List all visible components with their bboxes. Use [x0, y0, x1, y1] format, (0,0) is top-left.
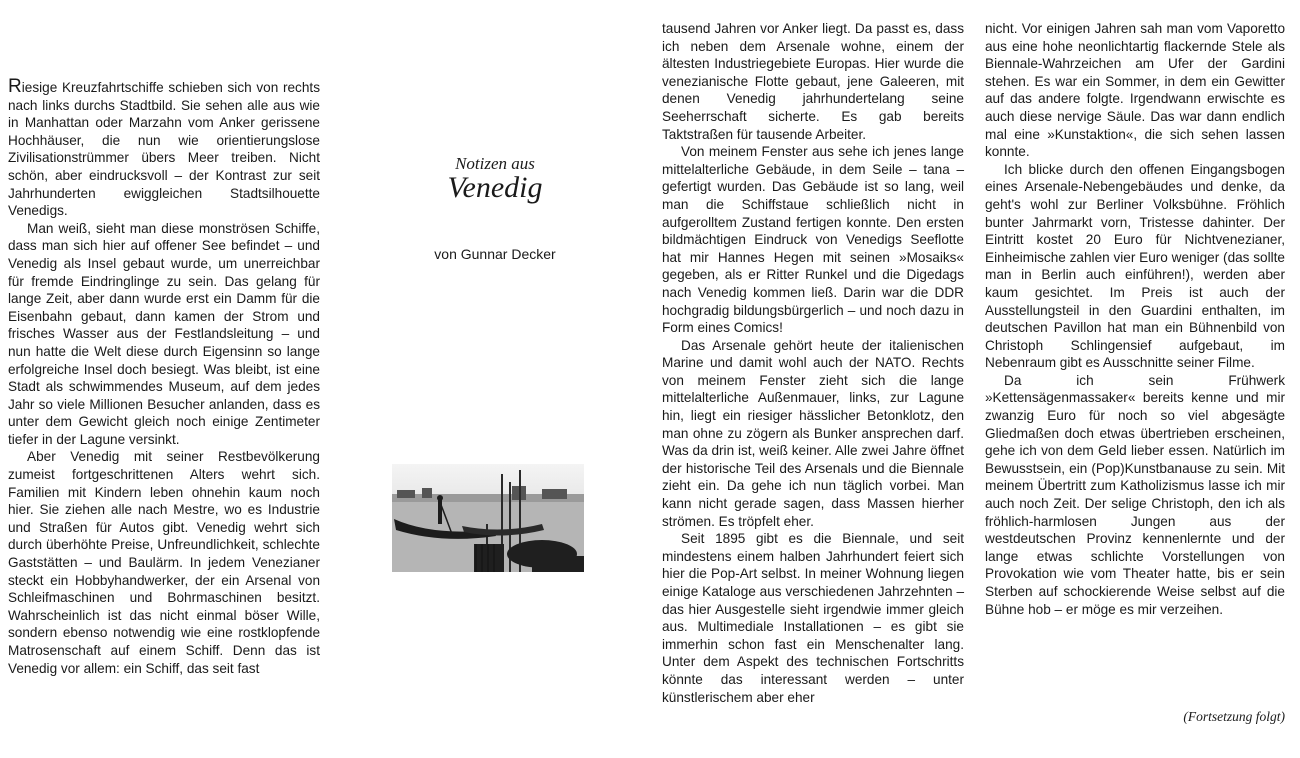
paragraph: Das Arsenale gehört heute der italienischen Marine und damit wohl auch der NATO. Rechts von meinem Fenster zieht sich die lange mittelalterliche Außenmauer, links, zur Lagune hin, liegt ein riesiger hässlicher Betonklotz, den man ohne zu zögern als Bunker ansprechen darf. Was da drin ist, weiß keiner. Alle zwei Jahre öffnet der historische Teil des Arsenals und die Biennale zieht ein. Da gehe ich nun täglich vorbei. Man kann nicht gerade sagen, dass Massen hierher strömen. Es tröpfelt eher.: [662, 337, 964, 529]
title-main: Venedig: [447, 171, 543, 204]
paragraph: nicht. Vor einigen Jahren sah man vom Vaporetto aus eine hohe neonlichtartig flackernde Stele als Biennale-Wahrzeichen am Ufer der Gardini stehen. Es war ein Sommer, in dem ein Gewitter auf das andere folgte. Irgendwann erwischte es auch diese nervige Säule. Das war dann endlich mal eine »Kunstaktion«, die sich sehen lassen konnte.: [985, 21, 1285, 160]
paragraph: Man weiß, sieht man diese monströsen Schiffe, dass man sich hier auf offener See befindet – und Venedig als Insel gebaut wurde, um unerreichbar für fremde Eindringlinge zu sein. Das gelang für lange Zeit, aber dann wurde erst ein Damm für die Eisenbahn gebaut, dann kamen der Strom und frisches Wasser aus der Festlandsleitung – und nun hatte die Welt diese durch Eigensinn so lange erfolgreiche Insel doch besiegt. Was bleibt, ist eine Stadt als schwimmendes Museum, auf dem jedes Jahr so viele Millionen Besucher anlanden, dass es unter dem Gewicht gleich noch einige Zentimeter tiefer in der Lagune versinkt.: [8, 220, 320, 447]
article-title: [395, 155, 595, 203]
article-column-2: [662, 20, 964, 706]
paragraph: tausend Jahren vor Anker liegt. Da passt es, dass ich neben dem Arsenale wohne, einem der ältesten Industriegebiete Europas. Hier wurde die venezianische Flotte gebaut, jene Galeeren, mit denen Venedig jahrhundertelang seine Seeherrschaft sicherte. Es gab bereits Taktstraßen für tausende Arbeiter.: [662, 21, 964, 142]
paragraph-text: iesige Kreuzfahrtschiffe schieben sich von rechts nach links durchs Stadtbild. Sie sehen alle aus wie in Manhattan oder Marzahn vom Anker gerissene Hochhäuser, die nun wie orientierungslose Zivilisationstrümmer übers Meer treiben. Nicht schön, aber eindrucksvoll – der Kontrast zur seit Jahrhunderten ewiggleichen Stadtsilhouette Venedigs.: [8, 80, 320, 219]
paragraph: [8, 78, 320, 220]
article-column-3: [985, 20, 1285, 618]
continued-note: (Fortsetzung folgt): [1183, 709, 1285, 724]
paragraph: Von meinem Fenster aus sehe ich jenes lange mittelalterliche Gebäude, in dem Seile – tana – gefertigt wurden. Das Gebäude ist so lang, weil man die Schiffstaue schließlich nicht in aufgerolltem Zustand fertigen konnte. Den ersten bildmächtigen Eindruck von Venedigs Seeflotte hat mir Hannes Hegen mit seinen »Mosaiks« gegeben, als er Ritter Runkel und die Digedags nach Venedig kommen ließ. Darin war die DDR hochgradig bildungsbürgerlich – und noch dazu in Form eines Comics!: [662, 144, 964, 336]
photo-illustration: [392, 464, 584, 572]
paragraph: Da ich sein Frühwerk »Kettensägenmassaker« bereits kenne und mir zwanzig Euro für noch so viel abgesägte Gliedmaßen doch etwas übertrieben erscheinen, gehe ich von dem Geld lieber essen. Natürlich im Bewusstsein, ein (Pop)Kunstbanause zu sein. Mit meinem Übertritt zum Katholizismus lasse ich mir auch noch Zeit. Der selige Christoph, den ich als fröhlich-harmlosen Jungen aus der westdeutschen Provinz kennenlernte und der lange etwas schlichte Vorstellungen von Provokation wie vom Theater hatte, bis er sein Sterben auf schockierende Weise selbst auf die Bühne hob – er möge es mir verzeihen.: [985, 372, 1285, 617]
byline: von Gunnar Decker: [434, 246, 556, 262]
drop-cap: R: [8, 76, 22, 97]
venice-gondola-photo: [392, 464, 584, 572]
title-kicker: Notizen aus: [455, 154, 535, 173]
article-column-1: [8, 78, 320, 677]
paragraph: Aber Venedig mit seiner Restbevölkerung zumeist fortgeschrittenen Alters wehrt sich. Familien mit Kindern leben ohnehin kaum noch hier. Sie ziehen alle nach Mestre, wo es Industrie und Straßen für Autos gibt. Venedig wehrt sich durch überhöhte Preise, Unfreundlichkeit, schlechte Gaststätten – und Baulärm. In jedem Venezianer steckt ein Hobbyhandwerker, der ein Arsenal von Schleifmaschinen und Bohrmaschinen besitzt. Wahrscheinlich ist das nicht einmal böser Wille, sondern ebenso notwendig wie eine rostklopfende Matrosenschaft auf einem Schiff. Denn das ist Venedig vor allem: ein Schiff, das seit fast: [8, 449, 320, 676]
paragraph: Ich blicke durch den offenen Eingangsbogen eines Arsenale-Nebengebäudes und denke, da geht's wohl zur Berliner Volksbühne. Fröhlich bunter Jahrmarkt vorn, Tristesse dahinter. Der Eintritt kostet 20 Euro für Nichtvenezianer, Einheimische zahlen vier Euro weniger (das sollte man in Berlin auch einführen!), werden aber kaum gesichtet. Im Preis ist auch der Ausstellungsteil in den Guardini enthalten, im deutschen Pavillon hat man ein Bühnenbild von Christoph Schlingensief aufgebaut, im Nebenraum gibt es Ausschnitte seiner Filme.: [985, 161, 1285, 371]
paragraph: Seit 1895 gibt es die Biennale, und seit mindestens einem halben Jahrhundert feiert sich hier die Pop-Art selbst. In meiner Wohnung liegen einige Kataloge aus verschiedenen Jahrzehnten – das hier Ausgestelle sieht irgendwie immer gleich aus. Multimediale Installationen – es gibt sie immerhin schon fast ein Menschenalter lang. Unter dem Aspekt des technischen Fortschritts könnte das interessant werden – unter künstlerischem aber eher: [662, 531, 964, 705]
